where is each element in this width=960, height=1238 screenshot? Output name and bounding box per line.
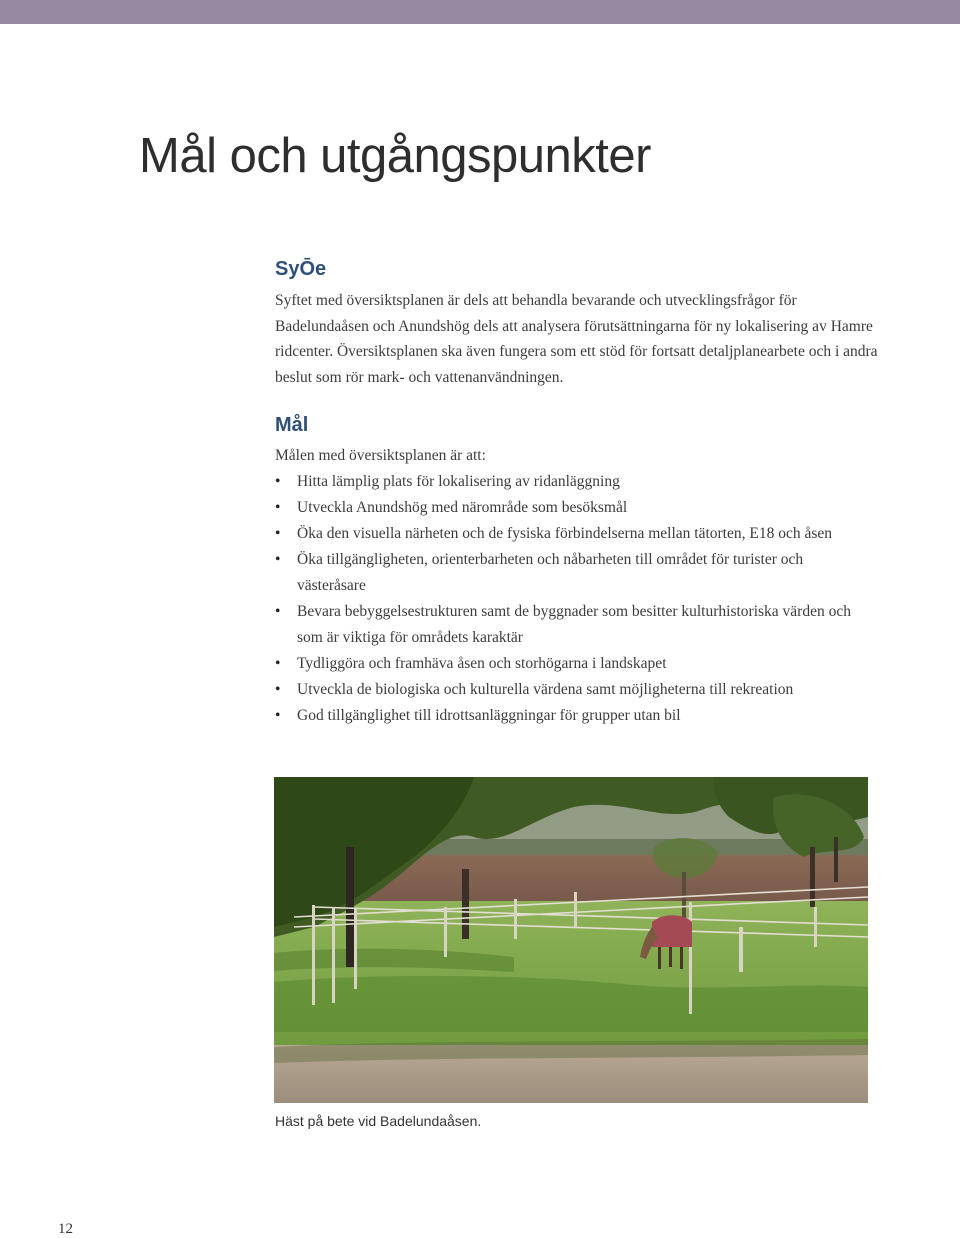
goal-item: • God tillgänglighet till idrottsanläggningar för grupper utan bil [275,703,875,729]
syfte-paragraph: Syftet med översiktsplanen är dels att behandla bevarande och utvecklingsfrågor för Badelundaåsen och Anundshög dels att analysera förutsättningarna för ny lokalisering av Hamre ridcenter. Översiktsplanen ska även fungera som ett stöd för fortsatt detaljplanearbete och i andra beslut som rör mark- och vattenanvändningen. [275,292,878,387]
goal-item: • Utveckla Anundshög med närområde som besöksmål [275,495,875,521]
goal-item: • Utveckla de biologiska och kulturella värdena samt möjligheterna till rekreation [275,677,875,703]
photo-caption: Häst på bete vid Badelundaåsen. [275,1113,482,1129]
goal-item: • Tydliggöra och framhäva åsen och storhögarna i landskapet [275,651,875,677]
syfte-heading: SyŌe [275,258,327,280]
mal-intro: Målen med översiktsplanen är att: [275,447,486,464]
goal-item: • Bevara bebyggelsestrukturen samt de byggnader som besitter kulturhistoriska värden och som är viktiga för områdets karaktär [275,599,875,651]
page-number: 12 [58,1221,73,1237]
page-title: Mål och utgångspunkter [139,129,651,183]
goals-list [275,469,875,729]
top-color-bar [0,0,960,24]
horse-pasture-photo [274,777,868,1103]
goal-item: • Öka tillgängligheten, orienterbarheten och nåbarheten till området för turister och västeråsare [275,547,875,599]
goal-item: • Öka den visuella närheten och de fysiska förbindelserna mellan tätorten, E18 och åsen [275,521,875,547]
goal-item: • Hitta lämplig plats för lokalisering av ridanläggning [275,469,875,495]
mal-heading: Mål [275,414,309,436]
